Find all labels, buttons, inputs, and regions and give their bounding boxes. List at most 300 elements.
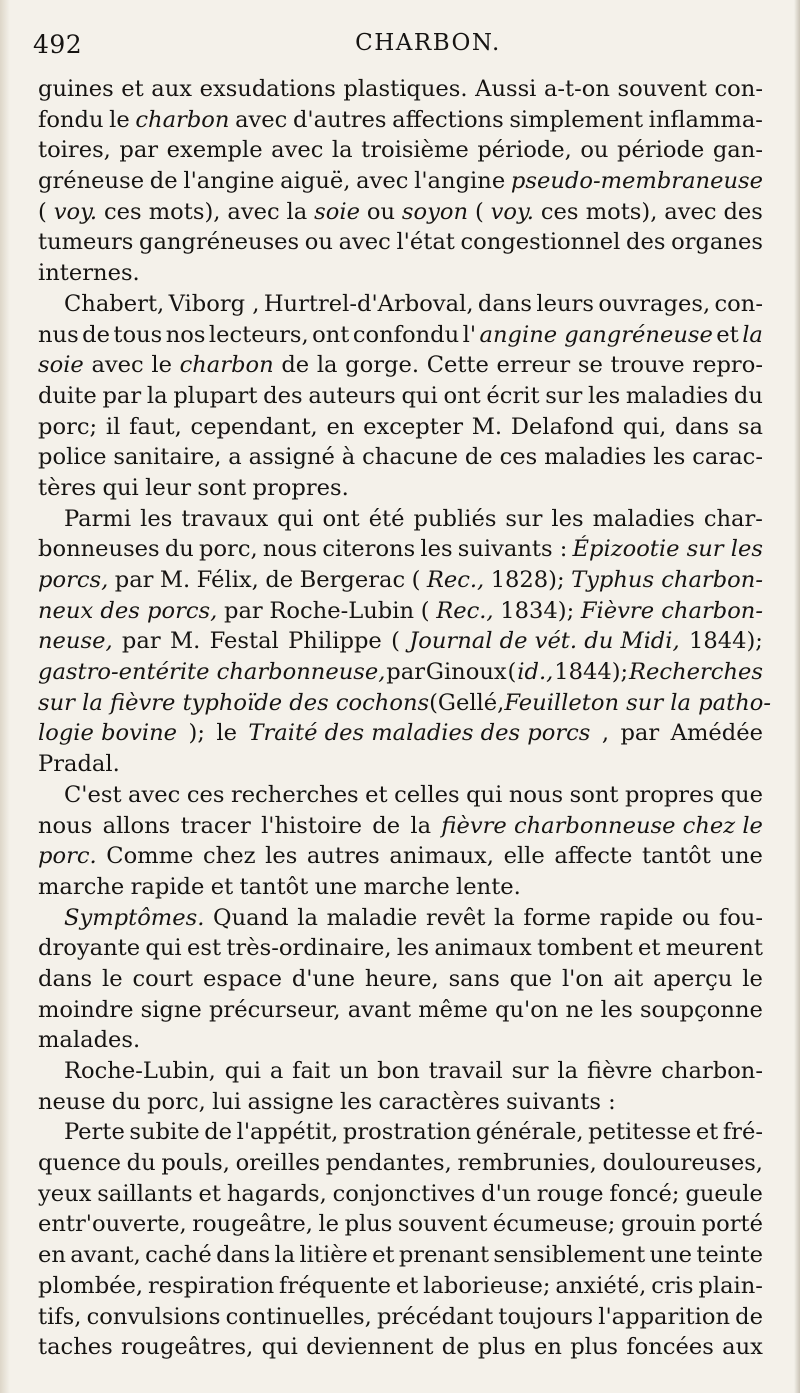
word: du [733, 382, 763, 409]
word: Roche-Lubin, [64, 1058, 216, 1084]
word: par [119, 137, 159, 164]
word: 1844); [688, 628, 763, 655]
word: auteurs [308, 382, 396, 409]
word: con- [714, 76, 763, 102]
word: les [340, 1088, 373, 1115]
word: caché [145, 1242, 212, 1269]
word: plus [477, 1334, 526, 1361]
word: quence [38, 1150, 121, 1177]
italic-word: pseudo-membraneuse [510, 168, 763, 195]
word: convulsions [86, 1303, 221, 1330]
word: leur [145, 474, 192, 501]
word: Viborg , [168, 290, 260, 317]
word: nous [262, 536, 318, 563]
word: dans [38, 965, 93, 992]
word: par [102, 382, 142, 409]
text-line [38, 933, 763, 964]
word: char- [703, 505, 763, 532]
word: bonneuses [38, 536, 160, 563]
word: deviennent [306, 1334, 434, 1361]
word: qui [224, 1058, 261, 1084]
word: et [198, 1180, 221, 1207]
word: qui [277, 505, 314, 532]
text-line [38, 1332, 763, 1363]
word: recherches [230, 781, 359, 808]
word: ( [507, 659, 517, 686]
word: revêt [425, 904, 486, 931]
word: souvent [397, 1211, 488, 1238]
word: pouls, [161, 1150, 230, 1177]
word: forme [523, 904, 591, 931]
italic-word: Recherches [629, 659, 763, 686]
word: 1828); [490, 567, 565, 593]
word: fièvre [587, 1058, 653, 1084]
word: sanitaire, [113, 444, 222, 471]
text-line [38, 780, 763, 811]
word: rembrunies, [457, 1150, 597, 1177]
word: des [626, 229, 666, 256]
word: la [274, 1242, 296, 1269]
text-line [38, 350, 763, 381]
word: le [216, 720, 237, 747]
word: la [297, 904, 318, 931]
word: de [281, 352, 310, 379]
word: ( [411, 567, 421, 593]
word: de [372, 812, 401, 839]
word: la [557, 1058, 579, 1084]
word: ( [391, 628, 400, 655]
word: dans [477, 290, 532, 317]
word: par [114, 567, 154, 593]
word: publiés [413, 505, 497, 532]
text-line [38, 565, 763, 596]
word: toujours [498, 1303, 594, 1330]
word: Perte [64, 1119, 125, 1146]
text-line [38, 903, 763, 934]
word: par [620, 720, 660, 747]
word: Festal [209, 628, 279, 655]
word: plastiques. [343, 76, 468, 102]
word: avec [271, 137, 324, 164]
word: en [38, 1242, 66, 1269]
word: et [372, 1242, 395, 1269]
text-line [38, 688, 771, 719]
word: elle [503, 843, 545, 870]
word: gréneuse [38, 168, 145, 195]
italic-word: logie bovine [38, 720, 178, 747]
text-line [38, 473, 763, 504]
word: et [395, 1272, 419, 1299]
word: Delafond [510, 413, 615, 440]
word: gueule [685, 1180, 763, 1207]
word: ou [580, 137, 609, 164]
word: prenant [398, 1242, 490, 1269]
word: tumeurs [38, 229, 134, 256]
word: chacune [362, 444, 458, 471]
word: toires, [38, 137, 111, 164]
word: ces mots), [540, 198, 658, 225]
word: a-t-on [543, 76, 610, 102]
word: qui [401, 382, 438, 409]
word: tous [113, 321, 163, 348]
word: Parmi [64, 505, 132, 532]
word: les [396, 935, 430, 962]
word: maladies [592, 505, 695, 532]
word: caractères [378, 1088, 500, 1115]
text-line [38, 105, 763, 136]
word: signe [140, 996, 202, 1023]
text-line [38, 442, 763, 473]
word: espace [203, 965, 282, 992]
word: suivants : [457, 536, 568, 563]
word: C'est [64, 781, 122, 808]
word: rapide [599, 904, 674, 931]
word: ); [188, 720, 205, 747]
word: respiration [147, 1272, 275, 1299]
word: marche [38, 873, 125, 900]
word: grouin [620, 1211, 697, 1238]
text-line [38, 1117, 763, 1148]
word: droyante [38, 935, 141, 962]
word: allons [102, 812, 171, 839]
word: animaux, [389, 843, 494, 870]
running-head: CHARBON. [355, 30, 501, 56]
word: chez [203, 843, 256, 870]
text-line [38, 811, 763, 842]
word: Hurtrel-d'Arboval, [263, 290, 474, 317]
word: duite [38, 382, 97, 409]
word: guines [38, 76, 114, 102]
word: tères [38, 474, 97, 501]
word: court [132, 965, 194, 992]
word: la [493, 904, 515, 931]
word: lui [212, 1088, 242, 1115]
word: charbon- [661, 1058, 763, 1084]
word: tantôt [641, 843, 711, 870]
text-line [38, 626, 763, 657]
word: et [638, 935, 661, 962]
word: des [723, 198, 763, 225]
word: porc; [38, 413, 98, 440]
text-line [38, 258, 763, 289]
word: le [151, 352, 172, 379]
page-number: 492 [33, 30, 83, 59]
italic-word: Épizootie sur les [572, 536, 763, 563]
word: inflamma- [648, 106, 763, 133]
word: marche [363, 873, 450, 900]
text-line [38, 504, 763, 535]
word: ont [312, 321, 350, 348]
word: de [204, 1119, 233, 1146]
word: Félix, [196, 567, 259, 593]
word: ont [322, 505, 360, 532]
word: tombent [537, 935, 633, 962]
word: police [38, 444, 107, 471]
word: internes. [38, 260, 140, 287]
word: plus [570, 1334, 619, 1361]
word: aperçu [653, 965, 733, 992]
word: du [164, 536, 194, 563]
word: exsudations [199, 76, 336, 102]
italic-word: Rec., [436, 597, 494, 624]
word: erreur [496, 352, 571, 379]
word: rougeâtre, [192, 1211, 313, 1238]
word: tantôt [239, 873, 309, 900]
word: très-ordinaire, [226, 935, 392, 962]
word: les [140, 505, 173, 532]
word: M. [169, 628, 201, 655]
word: Roche-Lubin [269, 597, 415, 624]
word: foncées [626, 1334, 714, 1361]
word: rougeâtres, [121, 1334, 254, 1361]
word: les [653, 444, 686, 471]
word: les [600, 996, 633, 1023]
italic-word: Typhus charbon- [571, 567, 763, 593]
word: ces mots), [103, 198, 221, 225]
word: rapide [130, 873, 205, 900]
italic-word: Traité des maladies des porcs [248, 720, 591, 747]
word: que [720, 781, 763, 808]
italic-word: neux des porcs, [38, 597, 218, 624]
word: l'apparition [598, 1303, 731, 1330]
word: , [601, 720, 610, 747]
word: Philippe [288, 628, 382, 655]
word: aux [722, 1334, 763, 1361]
word: congestionnel [460, 229, 621, 256]
italic-word: Journal de vét. du Midi, [409, 628, 680, 655]
text-line [38, 320, 763, 351]
word: Aussi [475, 76, 537, 102]
word: sur [505, 505, 543, 532]
word: l'appétit, [236, 1119, 339, 1146]
word: il [105, 413, 121, 440]
word: avec [227, 198, 280, 225]
italic-word: Fièvre charbon- [580, 597, 763, 624]
word: citerons [322, 536, 416, 563]
word: d'une [291, 965, 355, 992]
word: bon [377, 1058, 420, 1084]
word: porté [701, 1211, 763, 1238]
word: travail [428, 1058, 503, 1084]
word: cependant, [190, 413, 318, 440]
word: sa [737, 413, 763, 440]
word: nus [38, 321, 79, 348]
word: soupçonne [639, 996, 763, 1023]
word: souvent [617, 76, 707, 102]
word: de [149, 168, 178, 195]
word: 1844); [554, 659, 629, 686]
word: fou- [718, 904, 763, 931]
word: un [339, 1058, 369, 1084]
word: nos [165, 321, 206, 348]
word: ou [682, 904, 711, 931]
text-line [38, 596, 763, 627]
word: ou [304, 229, 333, 256]
word: avant, [70, 1242, 141, 1269]
word: ( [474, 198, 484, 225]
word: le [742, 965, 763, 992]
text-line [38, 289, 763, 320]
word: la [286, 198, 308, 225]
word: hagards, [226, 1180, 327, 1207]
word: l'angine [414, 168, 506, 195]
text-line [38, 995, 763, 1026]
word: écumeuse; [492, 1211, 616, 1238]
page-edge-shadow [794, 0, 800, 1393]
word: est [186, 935, 222, 962]
word: lente. [456, 873, 521, 900]
word: meurent [665, 935, 763, 962]
text-line [38, 412, 763, 443]
italic-word: soie [314, 198, 360, 225]
word: Amédée [670, 720, 763, 747]
word: la [316, 352, 338, 379]
word: tifs, [38, 1303, 82, 1330]
word: maladies [544, 444, 647, 471]
word: confondu [352, 321, 460, 348]
word: affecte [554, 843, 633, 870]
text-line [38, 534, 763, 565]
word: aiguë, [280, 168, 351, 195]
word: aux [151, 76, 193, 102]
word: fréquente [279, 1272, 391, 1299]
word: une [649, 1242, 693, 1269]
italic-word: charbon [135, 106, 230, 133]
word: cris [651, 1272, 694, 1299]
word: et [695, 1119, 719, 1146]
word: propres. [252, 474, 349, 501]
word: ait [613, 965, 644, 992]
text-line [38, 1087, 763, 1118]
word: gan- [712, 137, 763, 164]
word: sur [545, 382, 583, 409]
text-line [38, 841, 763, 872]
word: qui, [622, 413, 667, 440]
word: con- [714, 290, 763, 317]
word: sont [197, 474, 247, 501]
word: porc, [147, 1088, 206, 1115]
word: les [587, 382, 621, 409]
word: fait [292, 1058, 331, 1084]
word: avec [235, 106, 288, 133]
word: Ginoux [425, 659, 507, 686]
word: exemple [166, 137, 263, 164]
word: du [126, 1150, 156, 1177]
word: Cette [426, 352, 489, 379]
word: les [420, 536, 453, 563]
word: le [109, 106, 130, 133]
text-line [38, 1302, 763, 1333]
word: une [720, 843, 763, 870]
word: plupart [173, 382, 258, 409]
word: période [617, 137, 705, 164]
italic-word: porcs, [38, 567, 109, 593]
word: simplement [509, 106, 644, 133]
word: une [314, 873, 358, 900]
word: maladie [326, 904, 418, 931]
word: ces [499, 444, 538, 471]
word: le [101, 965, 123, 992]
word: de [82, 321, 110, 348]
word: des [263, 382, 303, 409]
text-line [38, 872, 763, 903]
text-line [38, 227, 763, 258]
word: de [265, 567, 294, 593]
italic-word: Feuilleton sur la patho- [504, 689, 771, 716]
word: troisième [361, 137, 469, 164]
word: d'un [481, 1180, 531, 1207]
word: malades. [38, 1027, 141, 1054]
word: assigne [247, 1088, 334, 1115]
word: se [577, 352, 603, 379]
page-header [33, 30, 773, 64]
word: M. [159, 567, 191, 593]
word: les [551, 505, 584, 532]
word: l' [462, 321, 477, 348]
word: qui [102, 474, 139, 501]
word: oreilles [235, 1150, 321, 1177]
word: Comme [106, 843, 194, 870]
body-text [38, 74, 771, 1363]
word: pendantes, [325, 1150, 452, 1177]
word: en [326, 413, 355, 440]
word: d'autres [292, 106, 387, 133]
word: foncé; [609, 1180, 680, 1207]
word: avec [91, 352, 144, 379]
italic-word: soyon [401, 198, 469, 225]
word: qui [466, 781, 503, 808]
word: travaux [181, 505, 269, 532]
word: par [386, 659, 426, 686]
word: ont [443, 382, 481, 409]
word: ou [366, 198, 395, 225]
word: yeux [38, 1180, 92, 1207]
word: l'état [396, 229, 455, 256]
word: moindre [38, 996, 134, 1023]
word: dans [675, 413, 730, 440]
word: laborieuse; [423, 1272, 551, 1299]
italic-word: Symptômes. [64, 904, 205, 931]
word: les [265, 843, 298, 870]
word: et [210, 873, 234, 900]
word: lecteurs, [208, 321, 309, 348]
word: Pradal. [38, 751, 120, 778]
word: prostration [342, 1119, 472, 1146]
word: par [121, 628, 161, 655]
italic-word: porc. [38, 843, 97, 870]
word: anxiété, [555, 1272, 647, 1299]
italic-word: angine gangréneuse [479, 321, 713, 348]
word: plain- [698, 1272, 763, 1299]
text-line [38, 657, 763, 688]
word: gorge. [345, 352, 420, 379]
word: même [418, 996, 488, 1023]
word: teinte [696, 1242, 763, 1269]
italic-word: sur la fièvre typhoïde des cochons [38, 689, 430, 716]
word: du [111, 1088, 141, 1115]
word: trouve [610, 352, 685, 379]
word: nous [38, 812, 93, 839]
text-line [38, 1240, 763, 1271]
italic-word: la [742, 321, 763, 348]
word: ne [565, 996, 594, 1023]
word: et [365, 781, 388, 808]
word: ouvrages, [598, 290, 711, 317]
word: assigné [248, 444, 335, 471]
word: de [735, 1303, 763, 1330]
word: a [269, 1058, 284, 1084]
word: ( [420, 597, 430, 624]
